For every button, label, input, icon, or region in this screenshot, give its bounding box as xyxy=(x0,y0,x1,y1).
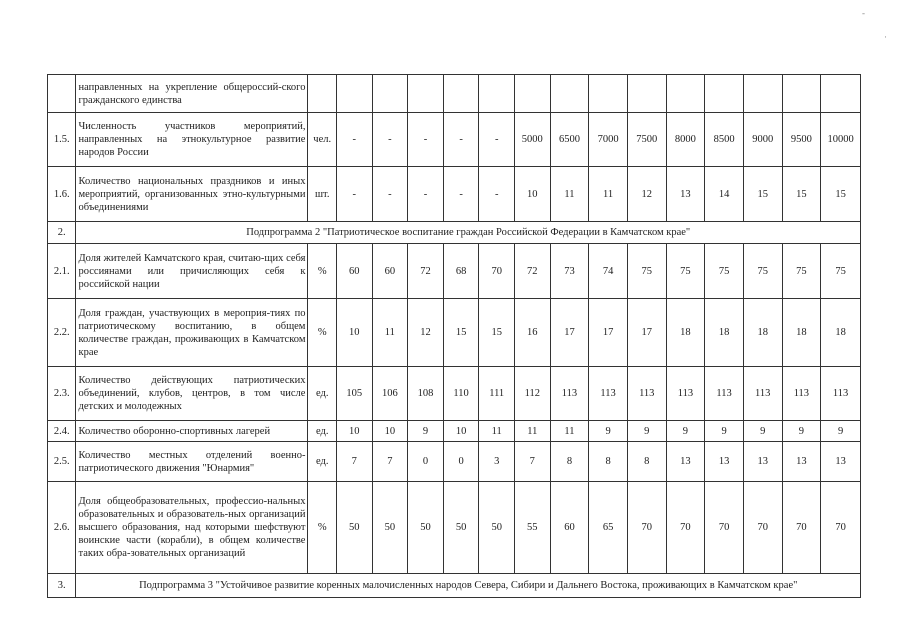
value-cell: 74 xyxy=(589,244,628,299)
value-cell: 112 xyxy=(515,367,551,421)
indicator-description: Количество национальных праздников и иных мероприятий, организованных этно-культурными объединениями xyxy=(76,167,308,222)
value-cell: 106 xyxy=(372,367,408,421)
subprogram-title: Подпрограмма 3 "Устойчивое развитие коренных малочисленных народов Севера, Сибири и Дальнего Востока, проживающих в Камчатском крае" xyxy=(76,574,861,598)
value-cell: 113 xyxy=(666,367,705,421)
value-cell: 11 xyxy=(372,299,408,367)
corner-mark: · xyxy=(884,32,887,42)
value-cell: 13 xyxy=(705,442,744,482)
value-cell: 11 xyxy=(550,421,589,442)
value-cell xyxy=(479,75,515,113)
indicator-description: Количество действующих патриотических объединений, клубов, центров, в том числе детских и молодежных xyxy=(76,367,308,421)
value-cell xyxy=(336,75,372,113)
value-cell: 113 xyxy=(550,367,589,421)
value-cell: 9 xyxy=(743,421,782,442)
value-cell: 113 xyxy=(705,367,744,421)
subprogram-title: Подпрограмма 2 "Патриотическое воспитание граждан Российской Федерации в Камчатском крае" xyxy=(76,222,861,244)
value-cell: 7000 xyxy=(589,113,628,167)
table-row xyxy=(48,244,861,299)
value-cell: 11 xyxy=(479,421,515,442)
row-number: 2. xyxy=(48,222,76,244)
value-cell xyxy=(589,75,628,113)
value-cell: 7 xyxy=(372,442,408,482)
value-cell: - xyxy=(336,113,372,167)
value-cell: 6500 xyxy=(550,113,589,167)
row-number: 2.6. xyxy=(48,482,76,574)
value-cell: 8 xyxy=(589,442,628,482)
value-cell: - xyxy=(443,113,479,167)
value-cell: 50 xyxy=(479,482,515,574)
row-number xyxy=(48,75,76,113)
unit-cell: % xyxy=(308,244,336,299)
value-cell: 10000 xyxy=(821,113,861,167)
value-cell: - xyxy=(372,113,408,167)
value-cell: 12 xyxy=(627,167,666,222)
value-cell: 10 xyxy=(443,421,479,442)
value-cell: 9 xyxy=(705,421,744,442)
unit-cell: % xyxy=(308,299,336,367)
value-cell: - xyxy=(479,113,515,167)
value-cell: 8 xyxy=(627,442,666,482)
value-cell: 7 xyxy=(336,442,372,482)
value-cell: 75 xyxy=(627,244,666,299)
indicator-description: Количество местных отделений военно-патриотического движения "Юнармия" xyxy=(76,442,308,482)
indicator-description: направленных на укрепление общероссий-ского гражданского единства xyxy=(76,75,308,113)
value-cell: 11 xyxy=(589,167,628,222)
row-number: 1.6. xyxy=(48,167,76,222)
value-cell: 50 xyxy=(443,482,479,574)
value-cell: 75 xyxy=(821,244,861,299)
value-cell: 9 xyxy=(666,421,705,442)
value-cell: 75 xyxy=(666,244,705,299)
row-number: 2.1. xyxy=(48,244,76,299)
value-cell: 50 xyxy=(336,482,372,574)
value-cell: - xyxy=(336,167,372,222)
value-cell: - xyxy=(479,167,515,222)
value-cell: 75 xyxy=(743,244,782,299)
value-cell: 75 xyxy=(705,244,744,299)
table-row xyxy=(48,299,861,367)
value-cell: 0 xyxy=(408,442,444,482)
unit-cell xyxy=(308,75,336,113)
value-cell: - xyxy=(443,167,479,222)
value-cell: 60 xyxy=(550,482,589,574)
value-cell: 15 xyxy=(743,167,782,222)
indicator-description: Доля жителей Камчатского края, считаю-щих себя россиянами или причисляющих себя к российской нации xyxy=(76,244,308,299)
indicator-description: Количество оборонно-спортивных лагерей xyxy=(76,421,308,442)
value-cell: 60 xyxy=(372,244,408,299)
value-cell: 73 xyxy=(550,244,589,299)
value-cell: 10 xyxy=(515,167,551,222)
value-cell: 9 xyxy=(782,421,821,442)
table-row xyxy=(48,167,861,222)
value-cell: 72 xyxy=(515,244,551,299)
table-row xyxy=(48,75,861,113)
value-cell: 14 xyxy=(705,167,744,222)
table-row xyxy=(48,442,861,482)
value-cell: 15 xyxy=(782,167,821,222)
value-cell: 7500 xyxy=(627,113,666,167)
row-number: 2.4. xyxy=(48,421,76,442)
value-cell: - xyxy=(372,167,408,222)
value-cell xyxy=(550,75,589,113)
value-cell xyxy=(705,75,744,113)
unit-cell: шт. xyxy=(308,167,336,222)
value-cell: 13 xyxy=(821,442,861,482)
value-cell: 18 xyxy=(743,299,782,367)
value-cell: 13 xyxy=(782,442,821,482)
value-cell: 70 xyxy=(743,482,782,574)
value-cell: 17 xyxy=(627,299,666,367)
value-cell: 13 xyxy=(666,442,705,482)
unit-cell: ед. xyxy=(308,442,336,482)
value-cell: 50 xyxy=(372,482,408,574)
value-cell: - xyxy=(408,167,444,222)
value-cell: 10 xyxy=(372,421,408,442)
value-cell: 15 xyxy=(479,299,515,367)
row-number: 2.3. xyxy=(48,367,76,421)
value-cell: 8000 xyxy=(666,113,705,167)
table-row xyxy=(48,421,861,442)
value-cell xyxy=(627,75,666,113)
table-row xyxy=(48,482,861,574)
value-cell: 16 xyxy=(515,299,551,367)
value-cell: 113 xyxy=(627,367,666,421)
indicators-table xyxy=(47,74,861,598)
value-cell xyxy=(782,75,821,113)
table-row xyxy=(48,367,861,421)
value-cell: 65 xyxy=(589,482,628,574)
value-cell: 70 xyxy=(705,482,744,574)
value-cell: 9 xyxy=(408,421,444,442)
unit-cell: % xyxy=(308,482,336,574)
value-cell: 18 xyxy=(782,299,821,367)
value-cell: 9500 xyxy=(782,113,821,167)
value-cell: 75 xyxy=(782,244,821,299)
value-cell: 17 xyxy=(589,299,628,367)
row-number: 3. xyxy=(48,574,76,598)
table-row xyxy=(48,113,861,167)
value-cell: 9 xyxy=(589,421,628,442)
value-cell: 55 xyxy=(515,482,551,574)
value-cell: 15 xyxy=(821,167,861,222)
value-cell: - xyxy=(408,113,444,167)
value-cell: 60 xyxy=(336,244,372,299)
value-cell: 9 xyxy=(627,421,666,442)
value-cell xyxy=(821,75,861,113)
value-cell: 5000 xyxy=(515,113,551,167)
value-cell xyxy=(666,75,705,113)
value-cell: 11 xyxy=(515,421,551,442)
value-cell: 70 xyxy=(666,482,705,574)
value-cell: 9 xyxy=(821,421,861,442)
value-cell: 8 xyxy=(550,442,589,482)
value-cell: 0 xyxy=(443,442,479,482)
value-cell xyxy=(515,75,551,113)
corner-mark: - xyxy=(862,8,865,18)
row-number: 2.2. xyxy=(48,299,76,367)
unit-cell: чел. xyxy=(308,113,336,167)
indicator-description: Численность участников мероприятий, направленных на этнокультурное развитие народов России xyxy=(76,113,308,167)
indicator-description: Доля граждан, участвующих в мероприя-тиях по патриотическому воспитанию, в общем количестве граждан, проживающих в Камчатском крае xyxy=(76,299,308,367)
value-cell: 10 xyxy=(336,421,372,442)
value-cell: 68 xyxy=(443,244,479,299)
value-cell: 70 xyxy=(479,244,515,299)
value-cell xyxy=(743,75,782,113)
value-cell: 12 xyxy=(408,299,444,367)
value-cell: 113 xyxy=(782,367,821,421)
value-cell: 7 xyxy=(515,442,551,482)
row-number: 2.5. xyxy=(48,442,76,482)
value-cell: 9000 xyxy=(743,113,782,167)
value-cell: 17 xyxy=(550,299,589,367)
value-cell: 3 xyxy=(479,442,515,482)
value-cell: 15 xyxy=(443,299,479,367)
subprogram-row xyxy=(48,574,861,598)
value-cell: 108 xyxy=(408,367,444,421)
value-cell: 10 xyxy=(336,299,372,367)
subprogram-row xyxy=(48,222,861,244)
value-cell: 18 xyxy=(666,299,705,367)
value-cell: 113 xyxy=(589,367,628,421)
unit-cell: ед. xyxy=(308,367,336,421)
value-cell xyxy=(408,75,444,113)
value-cell: 113 xyxy=(743,367,782,421)
value-cell: 18 xyxy=(821,299,861,367)
value-cell xyxy=(372,75,408,113)
value-cell: 18 xyxy=(705,299,744,367)
value-cell: 8500 xyxy=(705,113,744,167)
value-cell: 11 xyxy=(550,167,589,222)
value-cell: 70 xyxy=(821,482,861,574)
value-cell: 105 xyxy=(336,367,372,421)
unit-cell: ед. xyxy=(308,421,336,442)
value-cell: 13 xyxy=(743,442,782,482)
value-cell: 113 xyxy=(821,367,861,421)
value-cell: 72 xyxy=(408,244,444,299)
row-number: 1.5. xyxy=(48,113,76,167)
indicator-description: Доля общеобразовательных, профессио-нальных образовательных и образователь-ных организаций высшего образования, над которыми шефствуют воинские части (корабли), в общем количестве таких обра-зовательных организаций xyxy=(76,482,308,574)
value-cell xyxy=(443,75,479,113)
value-cell: 70 xyxy=(782,482,821,574)
value-cell: 13 xyxy=(666,167,705,222)
value-cell: 110 xyxy=(443,367,479,421)
value-cell: 111 xyxy=(479,367,515,421)
value-cell: 50 xyxy=(408,482,444,574)
value-cell: 70 xyxy=(627,482,666,574)
